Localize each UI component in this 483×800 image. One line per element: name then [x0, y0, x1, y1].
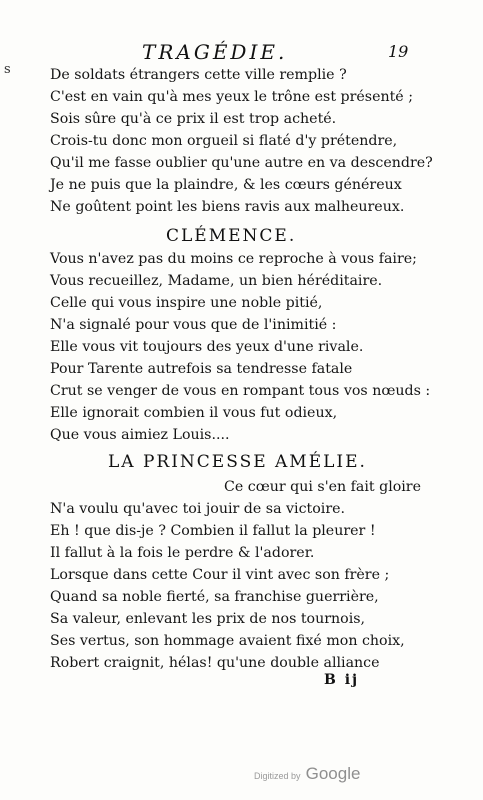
- verse-line: Elle vous vit toujours des yeux d'une rivale.: [50, 339, 364, 355]
- page-number: 19: [388, 42, 409, 61]
- watermark-prefix: Digitized by: [254, 771, 301, 781]
- verse-line: N'a voulu qu'avec toi jouir de sa victoire.: [50, 501, 346, 517]
- speaker-heading: CLÉMENCE.: [166, 226, 297, 246]
- verse-line: Crois-tu donc mon orgueil si flaté d'y prétendre,: [50, 133, 398, 149]
- verse-line: Il fallut à la fois le perdre & l'adorer.: [50, 545, 315, 561]
- verse-line: Elle ignorait combien il vous fut odieux,: [50, 405, 338, 421]
- verse-line: Pour Tarente autrefois sa tendresse fatale: [50, 361, 353, 377]
- running-title: TRAGÉDIE.: [142, 40, 288, 64]
- verse-line: Sa valeur, enlevant les prix de nos tournois,: [50, 611, 366, 627]
- verse-line: Qu'il me fasse oublier qu'une autre en va descendre?: [50, 155, 433, 171]
- verse-line: Que vous aimiez Louis....: [50, 427, 230, 443]
- verse-line: C'est en vain qu'à mes yeux le trône est présenté ;: [50, 89, 413, 105]
- verse-continuation: [224, 476, 464, 498]
- verse-line: Vous n'avez pas du moins ce reproche à vous faire;: [50, 251, 417, 267]
- verse-line: Lorsque dans cette Cour il vint avec son frère ;: [50, 567, 390, 583]
- verse-line: N'a signalé pour vous que de l'inimitié :: [50, 317, 337, 333]
- verse-block-3: [50, 498, 460, 674]
- verse-line: Robert craignit, hélas! qu'une double alliance: [50, 655, 380, 671]
- verse-line: Crut se venger de vous en rompant tous vos nœuds :: [50, 383, 431, 399]
- verse-line: De soldats étrangers cette ville remplie ?: [50, 67, 347, 83]
- verse-block-2: [50, 248, 460, 446]
- speaker-heading: LA PRINCESSE AMÉLIE.: [108, 452, 367, 472]
- verse-line: Quand sa noble fierté, sa franchise guerrière,: [50, 589, 379, 605]
- digitization-watermark: [254, 764, 360, 784]
- verse-line: Vous recueillez, Madame, un bien héréditaire.: [50, 273, 383, 289]
- verse-line: Eh ! que dis-je ? Combien il fallut la pleurer !: [50, 523, 376, 539]
- margin-mark: s: [4, 62, 11, 77]
- signature-mark: B ij: [324, 672, 360, 688]
- verse-line: Ne goûtent point les biens ravis aux malheureux.: [50, 199, 405, 215]
- verse-block-1: [50, 64, 460, 218]
- verse-line: Ce cœur qui s'en fait gloire: [224, 479, 421, 495]
- verse-line: Je ne puis que la plaindre, & les cœurs généreux: [50, 177, 402, 193]
- verse-line: Sois sûre qu'à ce prix il est trop acheté.: [50, 111, 337, 127]
- verse-line: Celle qui vous inspire une noble pitié,: [50, 295, 323, 311]
- running-head: [0, 40, 483, 64]
- verse-line: Ses vertus, son hommage avaient fixé mon choix,: [50, 633, 405, 649]
- watermark-brand: Google: [305, 764, 361, 783]
